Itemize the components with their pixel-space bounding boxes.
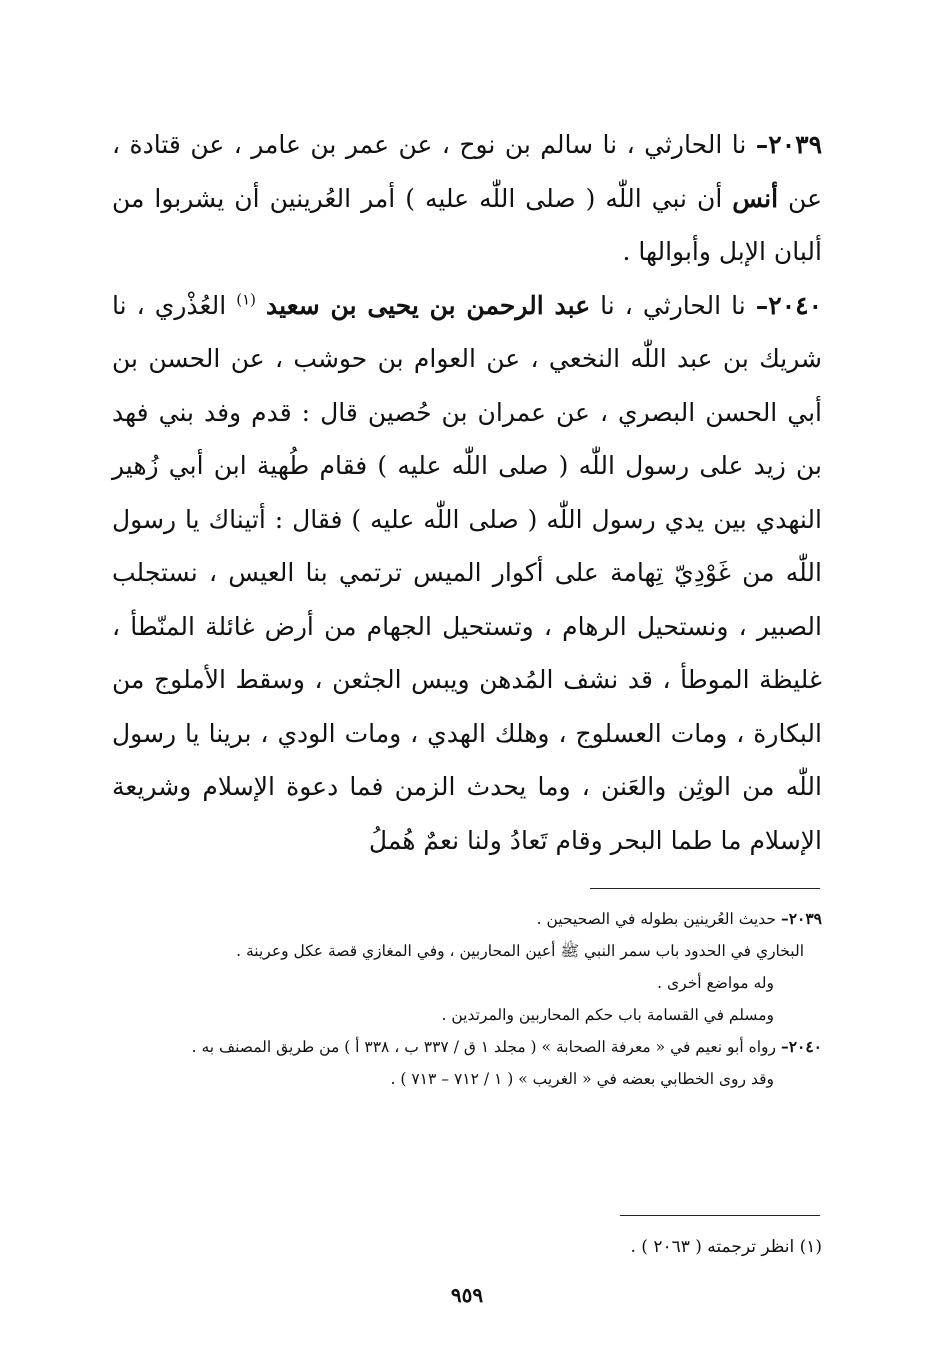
hadith-2039-text-1: نا الحارثي ، نا سالم بن نوح ، عن عمر بن عامر ، عن قتادة ، عن — [112, 130, 822, 213]
note-2040-number: ٢٠٤٠– — [780, 1037, 822, 1056]
note-2039-number: ٢٠٣٩– — [780, 909, 822, 928]
note-2039-line-1 — [108, 903, 822, 935]
hadith-2039-text-2: أن نبي اللّٰه ( صلى اللّٰه عليه ) أمر العُرينين أن يشربوا من ألبان الإبل وأبوالها . — [112, 183, 822, 266]
footnote-marker: (١) — [236, 290, 256, 309]
footnote-divider — [620, 1215, 820, 1216]
main-text — [112, 118, 822, 867]
note-2040-text-1: رواه أبو نعيم في « معرفة الصحابة » ( مجلد ١ ق / ٣٣٧ ب ، ٣٣٨ أ ) من طريق المصنف به . — [191, 1038, 781, 1056]
page-number: ٩٥٩ — [450, 1283, 484, 1307]
note-2040-line-1 — [108, 1031, 822, 1063]
hadith-2040-text-2: العُذْري ، نا شريك بن عبد اللّٰه النخعي ، عن العوام بن حوشب ، عن الحسن بن أبي الحسن البصري ، عن عمران بن حُصين قال : قدم وفد بني فهد بن زيد على رسول اللّٰه ( صلى اللّٰه عليه ) فقام طُهية ابن أبي زُهير النهدي بين يدي رسول اللّٰه ( صلى اللّٰه عليه ) فقال : أتيناك يا رسول اللّٰه من غَوْدِيّ تِهامة على أكوار الميس ترتمي بنا العيس ، نستجلب الصبير ، ونستحيل الرهام ، وتستحيل الجهام من أرض غائلة المنّطأ ، غليظة الموطأ ، قد نشف المُدهن ويبس الجثعن ، وسقط الأملوج من البكارة ، ومات العسلوج ، وهلك الهدي ، ومات الودي ، برينا يا رسول اللّٰه من الوثِن والعَنن ، وما يحدث الزمن فما دعوة الإسلام وشريعة الإسلام ما طما البحر وقام تَعادُ ولنا نعمٌ هُملُ — [112, 290, 822, 855]
hadith-2039 — [112, 118, 822, 279]
hadith-2040 — [112, 279, 822, 868]
hadith-2039-number: ٢٠٣٩– — [755, 130, 822, 159]
note-2039-line-3: وله مواضع أخرى . — [657, 974, 774, 992]
takhrij-notes — [108, 903, 822, 1095]
hadith-2039-narrator: أنس — [732, 183, 779, 213]
footnote: (١) انظر ترجمته ( ٢٠٦٣ ) . — [630, 1237, 822, 1257]
note-2039-text-1: حديث العُرينين بطوله في الصحيحين . — [536, 910, 781, 928]
note-2039-line-2: البخاري في الحدود باب سمر النبي ﷺ أعين المحاربين ، وفي المغازي قصة عكل وعرينة . — [236, 942, 804, 960]
notes-divider — [590, 888, 820, 889]
note-2040-line-2: وقد روى الخطابي بعضه في « الغريب » ( ١ / ٧١٢ – ٧١٣ ) . — [390, 1070, 774, 1088]
note-2039-line-4: ومسلم في القسامة باب حكم المحاربين والمرتدين . — [441, 1006, 774, 1024]
hadith-2040-number: ٢٠٤٠– — [755, 290, 823, 320]
hadith-2040-text-1: نا الحارثي ، نا — [590, 290, 756, 320]
hadith-2040-narrator: عبد الرحمن بن يحيى بن سعيد — [266, 290, 591, 320]
